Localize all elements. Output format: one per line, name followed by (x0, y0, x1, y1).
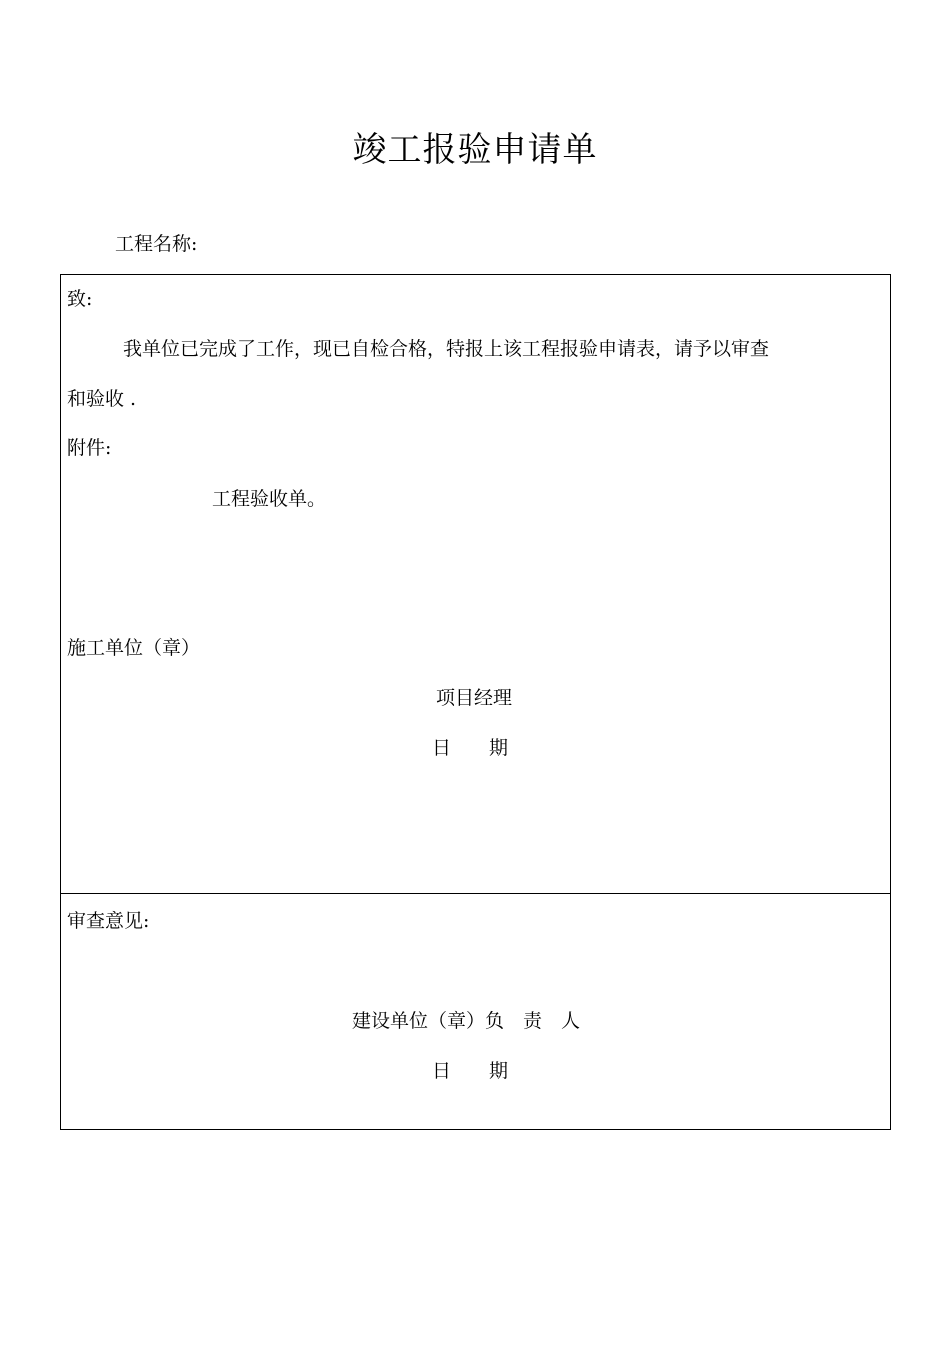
application-body-line-2: 和验收 . (67, 388, 137, 410)
project-name-label: 工程名称: (115, 233, 198, 255)
attachment-label: 附件: (67, 437, 112, 459)
application-body-line-1: 我单位已完成了工作，现已自检合格，特报上该工程报验申请表，请予以审查 (123, 338, 770, 360)
attachment-item: 工程验收单。 (212, 488, 327, 510)
submission-section (61, 275, 890, 894)
review-opinion-label: 审查意见: (67, 910, 150, 932)
addressee-label: 致: (67, 288, 93, 310)
application-form (60, 274, 891, 1130)
review-date-label: 日 期 (432, 1060, 509, 1082)
project-manager-label: 项目经理 (436, 687, 513, 709)
contractor-seal-label: 施工单位（章） (67, 637, 201, 659)
review-section (61, 894, 890, 1129)
owner-responsible-label: 建设单位（章）负 责 人 (352, 1010, 581, 1032)
page-title: 竣工报验申请单 (352, 130, 598, 170)
submission-date-label: 日 期 (432, 737, 509, 759)
